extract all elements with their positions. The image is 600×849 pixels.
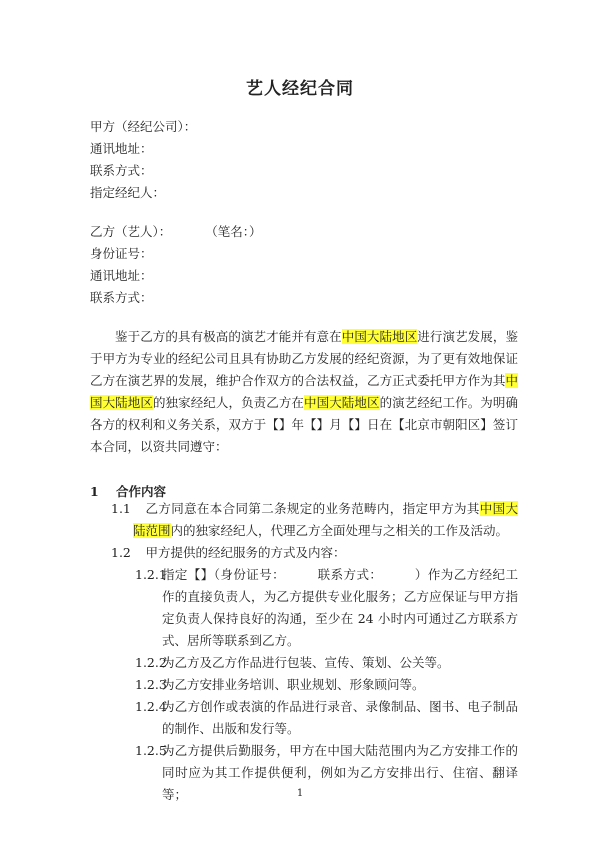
clause-1-1 [111, 498, 518, 542]
preamble-text-1: 鉴于乙方的具有极高的演艺才能并有意在 [115, 329, 342, 344]
clause-number: 1.2.5 [135, 743, 167, 758]
clause-text: 为乙方创作或表演的作品进行录音、录像制品、图书、电子制品的制作、出版和发行等。 [162, 699, 518, 736]
clause-1-1-text-1: 乙方同意在本合同第二条规定的业务范畴内，指定甲方为其 [145, 501, 480, 516]
clause-1-1-text-2: 内的独家经纪人，代理乙方全面处理与之相关的工作及活动。 [170, 523, 509, 538]
party-a-address-label: 通讯地址： [90, 141, 153, 156]
clause-text: 甲方提供的经纪服务的方式及内容： [145, 545, 346, 560]
party-b-address-label: 通讯地址： [90, 268, 153, 283]
preamble-text-2: 进行演艺发展，鉴于甲方为专业的经纪公司且具有协助乙方发展的经纪资源，为了更有效地保证乙方在演艺界的发展，维护合作双方的合法权益，乙方正式委托甲方作为其 [90, 329, 518, 388]
preamble-highlight-3: 中国大陆地区 [304, 395, 380, 410]
clause-1-2-3 [135, 674, 518, 696]
clause-text [133, 498, 518, 542]
clause-number: 1.2.2 [135, 655, 167, 670]
page-number: 1 [296, 788, 304, 799]
clause-number: 1.2.1 [135, 567, 167, 582]
clause-number: 1.1 [111, 501, 131, 516]
clause-1-1-highlight: 中国大陆范围 [133, 501, 518, 538]
party-b-name-row [90, 221, 262, 243]
preamble-highlight-2: 中国大陆地区 [90, 373, 518, 410]
party-b-block [90, 221, 262, 309]
party-b-contact-label: 联系方式： [90, 290, 153, 305]
clause-1-2-4 [135, 696, 518, 740]
clause-number: 1.2.4 [135, 699, 167, 714]
clause-1-2-2 [135, 652, 518, 674]
party-b-pen-name-label: （笔名：） [205, 224, 262, 239]
clause-text: 为乙方及乙方作品进行包装、宣传、策划、公关等。 [162, 655, 450, 670]
clause-number: 1.2 [111, 545, 131, 560]
party-a-block [90, 116, 196, 204]
preamble-text-3: 的独家经纪人，负责乙方在 [152, 395, 305, 410]
clause-text: 指定【】（身份证号： 联系方式： ）作为乙方经纪工作的直接负责人，为乙方提供专业化服务；乙方应保证与甲方指定负责人保持良好的沟通，至少在 24 小时内可通过乙方联系方式、居所等联系到乙方。 [162, 567, 518, 648]
clause-1-2-1 [135, 564, 518, 652]
clause-text: 为乙方安排业务培训、职业规划、形象顾问等。 [162, 677, 425, 692]
section-1-title: 合作内容 [116, 484, 167, 499]
clause-1-2 [111, 542, 518, 564]
party-b-name-label: 乙方（艺人）： [90, 224, 172, 239]
clause-number: 1.2.3 [135, 677, 167, 692]
party-b-id-label: 身份证号： [90, 246, 153, 261]
preamble-highlight-1: 中国大陆地区 [341, 329, 418, 344]
party-a-agent-label: 指定经纪人： [90, 185, 166, 200]
preamble-text-4: 的演艺经纪工作。为明确各方的权利和义务关系，双方于【】年【】月【】日在【北京市朝阳区】签订本合同，以资共同遵守： [90, 395, 518, 454]
party-a-contact-label: 联系方式： [90, 163, 153, 178]
clause-text: 为乙方提供后勤服务，甲方在中国大陆范围内为乙方安排工作的同时应为其工作提供便利，例如为乙方安排出行、住宿、翻译等； [162, 743, 518, 802]
preamble-paragraph [90, 326, 518, 458]
section-1-number: 1 [90, 484, 99, 499]
contract-title: 艺人经纪合同 [246, 79, 354, 99]
party-a-name-label: 甲方（经纪公司）： [90, 119, 197, 134]
